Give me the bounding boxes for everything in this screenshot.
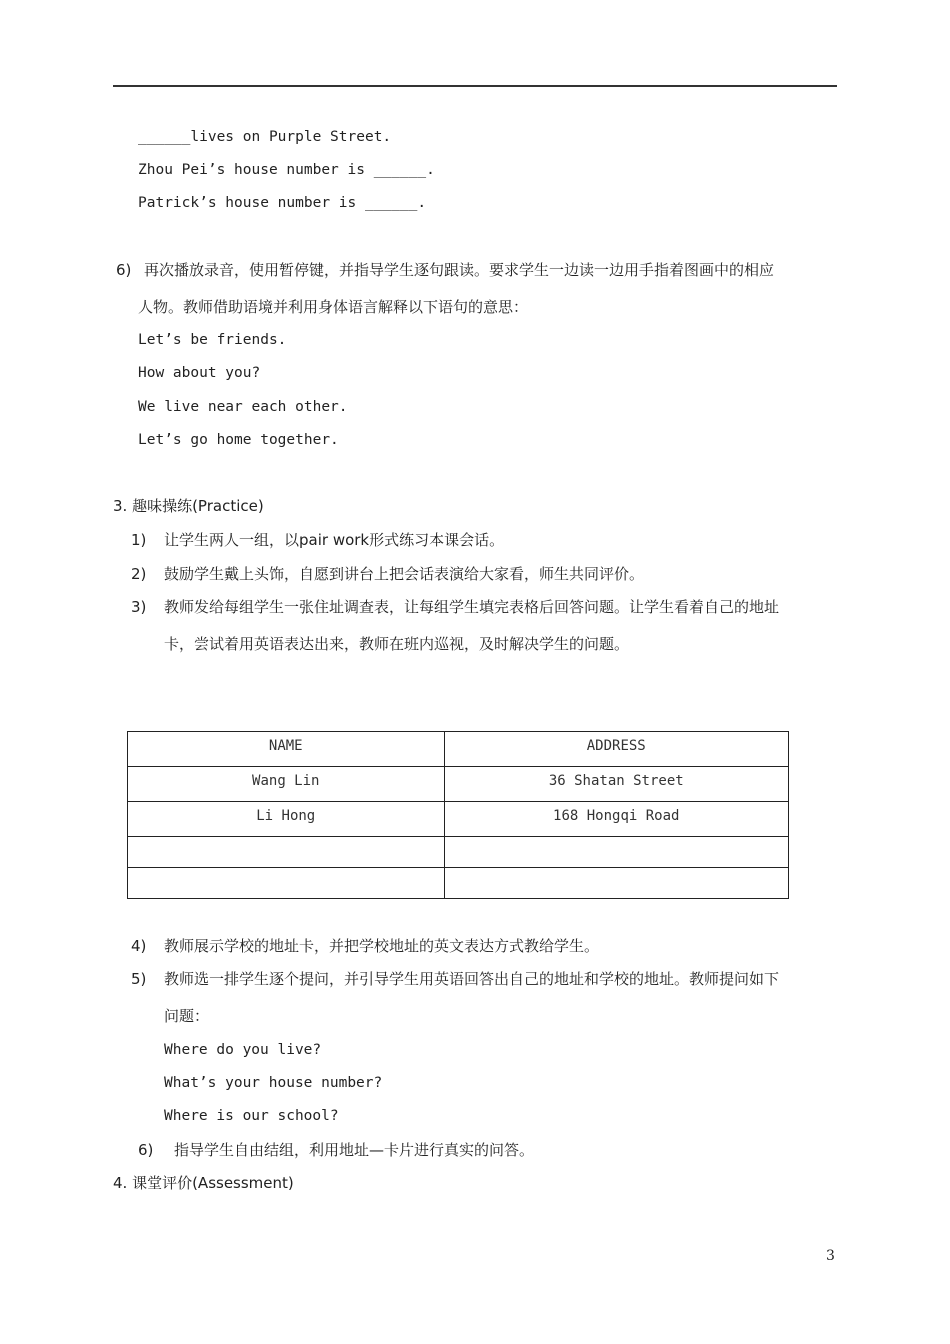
fill-in-line-1: ______lives on Purple Street. [138, 129, 392, 145]
phrase-3: We live near each other. [138, 399, 348, 415]
table-cell-address [444, 868, 789, 899]
practice-item-1-number: 1) [131, 531, 147, 549]
phrase-1: Let’s be friends. [138, 332, 287, 348]
step-6-number: 6) [116, 261, 132, 279]
practice-item-3: 教师发给每组学生一张住址调查表，让每组学生填完表格后回答问题。让学生看着自己的地址 [164, 598, 780, 616]
table-header-address: ADDRESS [444, 732, 789, 767]
table-row-empty [128, 837, 789, 868]
step-4-text: 教师展示学校的地址卡，并把学校地址的英文表达方式教给学生。 [164, 937, 600, 955]
table-row-empty [128, 868, 789, 899]
header-rule [113, 85, 837, 87]
table-row [128, 767, 789, 802]
step-4-number: 4) [131, 937, 147, 955]
step-5-text-cont: 问题： [164, 1007, 210, 1025]
table-row [128, 802, 789, 837]
question-2: What’s your house number? [164, 1075, 383, 1091]
step-6b-number: 6) [138, 1141, 154, 1159]
step-6b-text: 指导学生自由结组，利用地址—卡片进行真实的问答。 [174, 1141, 535, 1159]
question-1: Where do you live? [164, 1042, 322, 1058]
table-cell-name [128, 868, 445, 899]
phrase-2: How about you? [138, 365, 261, 381]
section-4-title: 4. 课堂评价(Assessment) [113, 1174, 294, 1192]
table-cell-address [444, 837, 789, 868]
table-cell-name: Li Hong [128, 802, 445, 837]
page-number: 3 [826, 1248, 835, 1264]
fill-in-line-2: Zhou Pei’s house number is ______. [138, 162, 435, 178]
table-cell-name [128, 837, 445, 868]
table-header-row [128, 732, 789, 767]
table-cell-address: 168 Hongqi Road [444, 802, 789, 837]
table-header-name: NAME [128, 732, 445, 767]
practice-item-3-number: 3) [131, 598, 147, 616]
practice-item-2-number: 2) [131, 565, 147, 583]
practice-item-1: 让学生两人一组，以pair work形式练习本课会话。 [164, 531, 505, 549]
step-5-text: 教师选一排学生逐个提问，并引导学生用英语回答出自己的地址和学校的地址。教师提问如下 [164, 970, 780, 988]
address-survey-table [127, 731, 789, 899]
table-cell-name: Wang Lin [128, 767, 445, 802]
question-3: Where is our school? [164, 1108, 339, 1124]
practice-item-3-cont: 卡，尝试着用英语表达出来，教师在班内巡视，及时解决学生的问题。 [164, 635, 630, 653]
step-6-text-cont: 人物。教师借助语境并利用身体语言解释以下语句的意思： [138, 298, 529, 316]
table-cell-address: 36 Shatan Street [444, 767, 789, 802]
step-5-number: 5) [131, 970, 147, 988]
step-6-text: 再次播放录音，使用暂停键，并指导学生逐句跟读。要求学生一边读一边用手指着图画中的相应 [144, 261, 775, 279]
phrase-4: Let’s go home together. [138, 432, 339, 448]
practice-item-2: 鼓励学生戴上头饰，自愿到讲台上把会话表演给大家看，师生共同评价。 [164, 565, 645, 583]
fill-in-line-3: Patrick’s house number is ______. [138, 195, 427, 211]
section-3-title: 3. 趣味操练(Practice) [113, 497, 264, 515]
